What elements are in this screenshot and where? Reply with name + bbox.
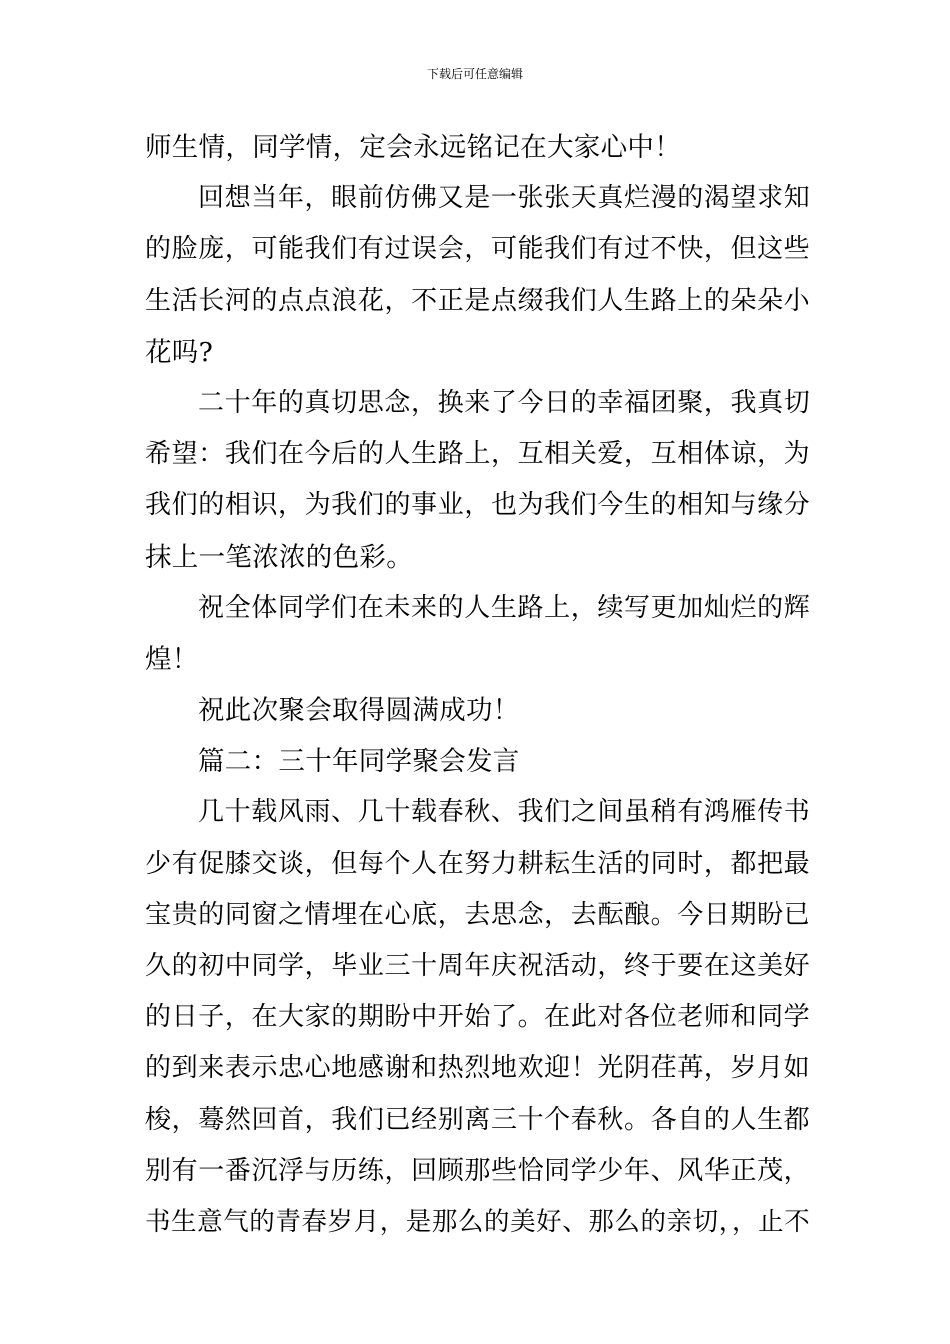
text-line: 宝贵的同窗之情埋在心底，去思念，去酝酿。今日期盼已 [145, 899, 810, 930]
text-line: 少有促膝交谈，但每个人在努力耕耘生活的同时，都把最 [145, 848, 810, 879]
paragraph-start-line: 几十载风雨、几十载春秋、我们之间虽稍有鸿雁传书 [198, 797, 810, 828]
text-line: 的日子，在大家的期盼中开始了。在此对各位老师和同学 [145, 1002, 810, 1033]
text-line: 煌！ [145, 643, 199, 675]
text-line: 书生意气的青春岁月，是那么的美好、那么的亲切，，止不 [145, 1206, 810, 1237]
text-line: 花吗? [145, 336, 214, 368]
text-line: 的脸庞，可能我们有过误会，可能我们有过不快，但这些 [145, 234, 810, 265]
text-line: 生活长河的点点浪花，不正是点缀我们人生路上的朵朵小 [145, 285, 810, 316]
text-line: 久的初中同学，毕业三十周年庆祝活动，终于要在这美好 [145, 951, 810, 981]
text-line: 我们的相识，为我们的事业，也为我们今生的相知与缘分 [145, 490, 810, 521]
text-line: 别有一番沉浮与历练，回顾那些恰同学少年、风华正茂， [145, 1155, 810, 1186]
section-heading: 篇二：三十年同学聚会发言 [198, 746, 520, 778]
paragraph-start-line: 回想当年，眼前仿佛又是一张张天真烂漫的渴望求知 [198, 183, 810, 214]
paragraph-start-line: 二十年的真切思念，换来了今日的幸福团聚，我真切 [198, 387, 810, 418]
text-line: 师生情，同学情，定会永远铭记在大家心中！ [145, 132, 681, 163]
text-line: 的到来表示忠心地感谢和热烈地欢迎！光阴荏苒，岁月如 [145, 1053, 810, 1084]
text-line: 梭，蓦然回首，我们已经别离三十个春秋。各自的人生都 [145, 1104, 810, 1135]
paragraph-start-line: 祝全体同学们在未来的人生路上，续写更加灿烂的辉 [198, 592, 810, 623]
text-line: 抹上一笔浓浓的色彩。 [145, 541, 413, 573]
document-body [145, 122, 810, 1248]
paragraph-start-line: 祝此次聚会取得圆满成功！ [198, 695, 520, 727]
text-line: 希望：我们在今后的人生路上，互相关爱，互相体谅，为 [145, 439, 810, 470]
page-header: 下载后可任意编辑 [426, 67, 523, 81]
